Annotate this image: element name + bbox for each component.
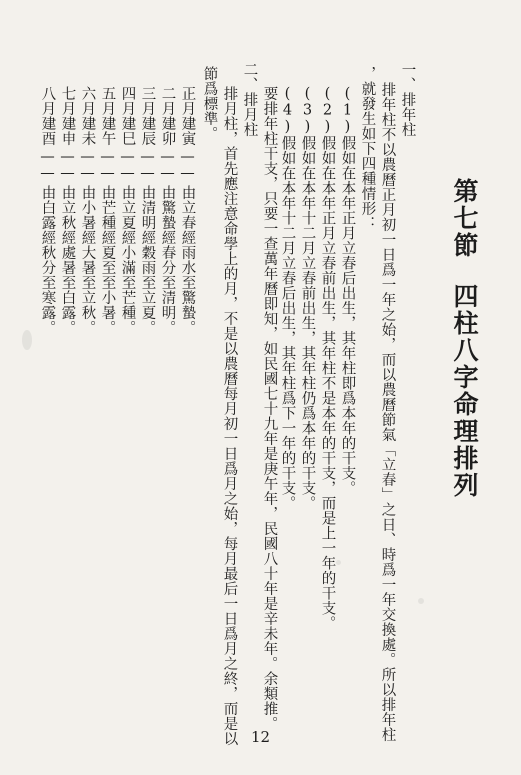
month-row-1: 正月建寅——由立春經雨水至驚蟄。 bbox=[179, 86, 196, 335]
section1-heading: 一、排年柱 bbox=[399, 62, 416, 137]
scan-smudge bbox=[22, 330, 32, 350]
month-row-6: 六月建未——由小暑經大暑至立秋。 bbox=[79, 86, 96, 335]
month-name: 七月建申 bbox=[59, 86, 76, 146]
section1-paragraph-2: 要排年柱干支，只要一查萬年曆即知，如民國七十九年是庚午年，民國八十年是辛未年。余類推。 bbox=[261, 86, 278, 731]
month-name: 正月建寅 bbox=[179, 86, 196, 146]
month-name: 五月建午 bbox=[99, 86, 116, 146]
section1-item-2: (2)假如在本年正月立春前出生，其年柱不是本年的干支，而是上一年的干支。 bbox=[319, 86, 336, 631]
month-name: 二月建卯 bbox=[159, 86, 176, 146]
month-range: 由芒種經夏至至小暑。 bbox=[99, 185, 116, 335]
section1-paragraph-line2: ，就發生如下四種情形： bbox=[359, 66, 376, 231]
month-row-2: 二月建卯——由驚蟄經春分至清明。 bbox=[159, 86, 176, 335]
month-name: 六月建未 bbox=[79, 86, 96, 146]
section2-paragraph-line2: 節爲標準。 bbox=[201, 66, 218, 141]
month-row-3: 三月建辰——由清明經穀雨至立夏。 bbox=[139, 86, 156, 335]
section1-item-1: (1)假如在本年正月立春后出生，其年柱即爲本年的干支。 bbox=[339, 86, 356, 496]
chapter-name: 四柱八字命理排列 bbox=[450, 283, 479, 499]
month-row-8: 八月建酉——由白露經秋分至寒露。 bbox=[39, 86, 56, 335]
section2-heading: 二、排月柱 bbox=[241, 62, 258, 137]
month-name: 三月建辰 bbox=[139, 86, 156, 146]
month-row-5: 五月建午——由芒種經夏至至小暑。 bbox=[99, 86, 116, 335]
month-range: 由立秋經處暑至白露。 bbox=[59, 185, 76, 335]
month-range: 由立春經雨水至驚蟄。 bbox=[179, 185, 196, 335]
page-number: 12 bbox=[250, 728, 271, 746]
chapter-number: 第七節 bbox=[450, 178, 479, 259]
scan-smudge bbox=[418, 598, 424, 604]
section2-paragraph-line1: 排月柱，首先應注意命學上的月，不是以農曆每月初一日爲月之始，每月最后一日爲月之終，而是以 bbox=[221, 86, 238, 746]
section1-item-4: (4)假如在本年十二月立春后出生，其年柱爲下一年的干支。 bbox=[279, 86, 296, 511]
section1-paragraph-line1: 排年柱不以農曆正月初一日爲一年之始，而以農曆節氣「立春」之日、時爲一年交換處。所以排年柱 bbox=[379, 82, 396, 742]
month-name: 四月建巳 bbox=[119, 86, 136, 146]
month-range: 由立夏經小滿至芒種。 bbox=[119, 185, 136, 335]
month-row-7: 七月建申——由立秋經處暑至白露。 bbox=[59, 86, 76, 335]
section1-item-3: (3)假如在本年十二月立春前出生，其年柱仍爲本年的干支。 bbox=[299, 86, 316, 511]
month-range: 由白露經秋分至寒露。 bbox=[39, 185, 56, 335]
chapter-title bbox=[452, 178, 477, 499]
month-row-4: 四月建巳——由立夏經小滿至芒種。 bbox=[119, 86, 136, 335]
scan-smudge bbox=[336, 560, 341, 565]
month-range: 由小暑經大暑至立秋。 bbox=[79, 185, 96, 335]
month-range: 由驚蟄經春分至清明。 bbox=[159, 185, 176, 335]
month-range: 由清明經穀雨至立夏。 bbox=[139, 185, 156, 335]
month-name: 八月建酉 bbox=[39, 86, 56, 146]
